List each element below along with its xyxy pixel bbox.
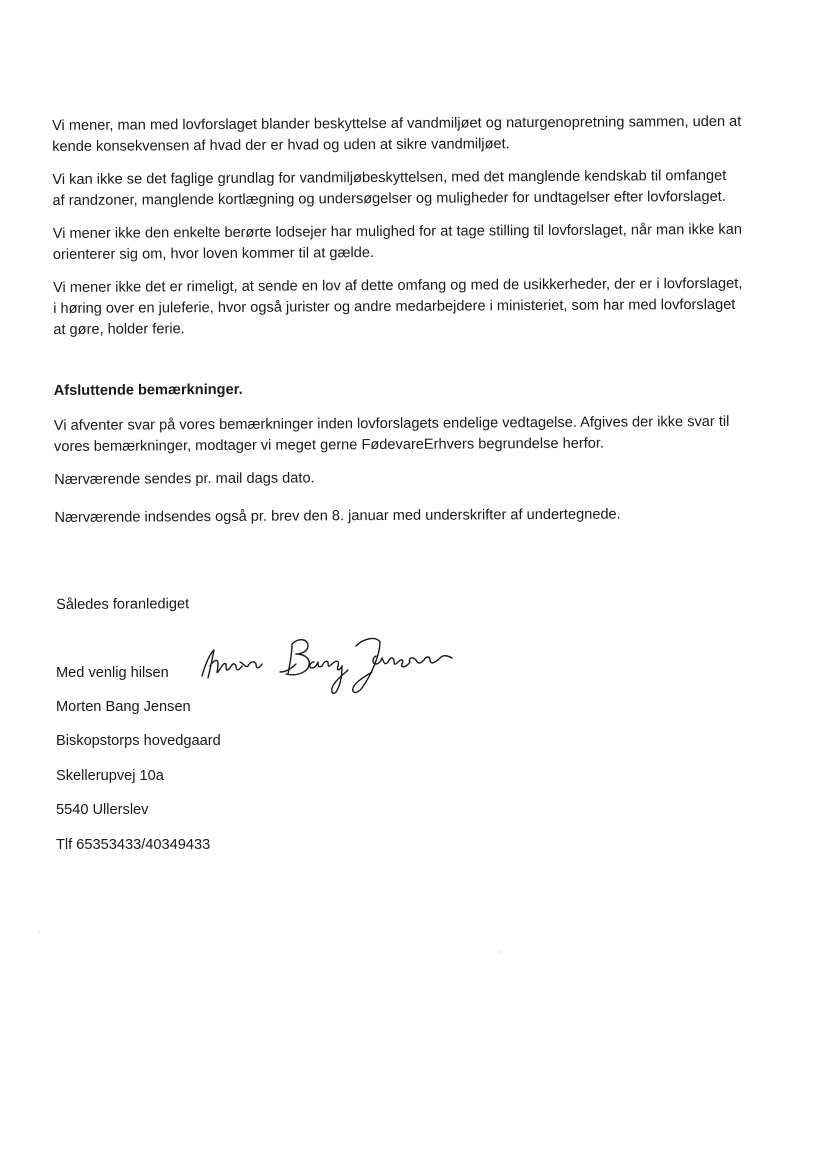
paragraph-1: Vi mener, man med lovforslaget blander beskyttelse af vandmiljøet og naturgenopretning sammen, uden at kende konsekvensen af hvad der er hvad og uden at sikre vandmiljøet.	[52, 113, 742, 155]
farewell-line: Således foranlediget	[56, 596, 190, 613]
scan-speck	[500, 951, 502, 953]
sender-farm: Biskopstorps hovedgaard	[56, 733, 221, 750]
sender-city: 5540 Ullerslev	[56, 802, 149, 819]
farewell-block	[56, 594, 189, 616]
closing-paragraph-2: Nærværende sendes pr. mail dags dato.	[54, 470, 315, 488]
paragraph-2: Vi kan ikke se det faglige grundlag for vandmiljøbeskyttelsen, med det manglende kendskab til omfanget af randzoner, manglende kortlægning og undersøgelser og muligheder for undtagelser efter lovforslaget.	[52, 167, 727, 209]
scan-speck	[38, 931, 40, 933]
paragraph-4: Vi mener ikke det er rimeligt, at sende en lov af dette omfang og med de usikkerheder, der er i lovforslaget, i høring over en juleferie, hvor også jurister og andre medarbejdere i ministeriet, som har med lovforslaget at gøre, holder ferie.	[53, 275, 743, 338]
closing-paragraph-3: Nærværende indsendes også pr. brev den 8. januar med underskrifter af undertegnede.	[54, 506, 621, 526]
sender-phone: Tlf 65353433/40349433	[56, 836, 211, 853]
closing-paragraph-1: Vi afventer svar på vores bemærkninger inden lovforslagets endelige vedtagelse. Afgives der ikke svar til vores bemærkninger, modtager vi meget gerne FødevareErhvers begrundelse herfor.	[53, 413, 730, 455]
sender-name: Morten Bang Jensen	[56, 699, 191, 715]
handwritten-signature	[196, 628, 456, 698]
section-heading: Afsluttende bemærkninger.	[53, 381, 243, 399]
letter-body	[52, 112, 745, 541]
greeting-text: Med venlig hilsen	[56, 665, 169, 681]
sender-address	[56, 697, 221, 869]
paragraph-3: Vi mener ikke den enkelte berørte lodsejer har mulighed for at tage stilling til lovforslaget, når man ikke kan orienterer sig om, hvor loven kommer til at gælde.	[52, 221, 742, 263]
sender-street: Skellerupvej 10a	[56, 767, 164, 784]
greeting-row	[56, 663, 169, 684]
